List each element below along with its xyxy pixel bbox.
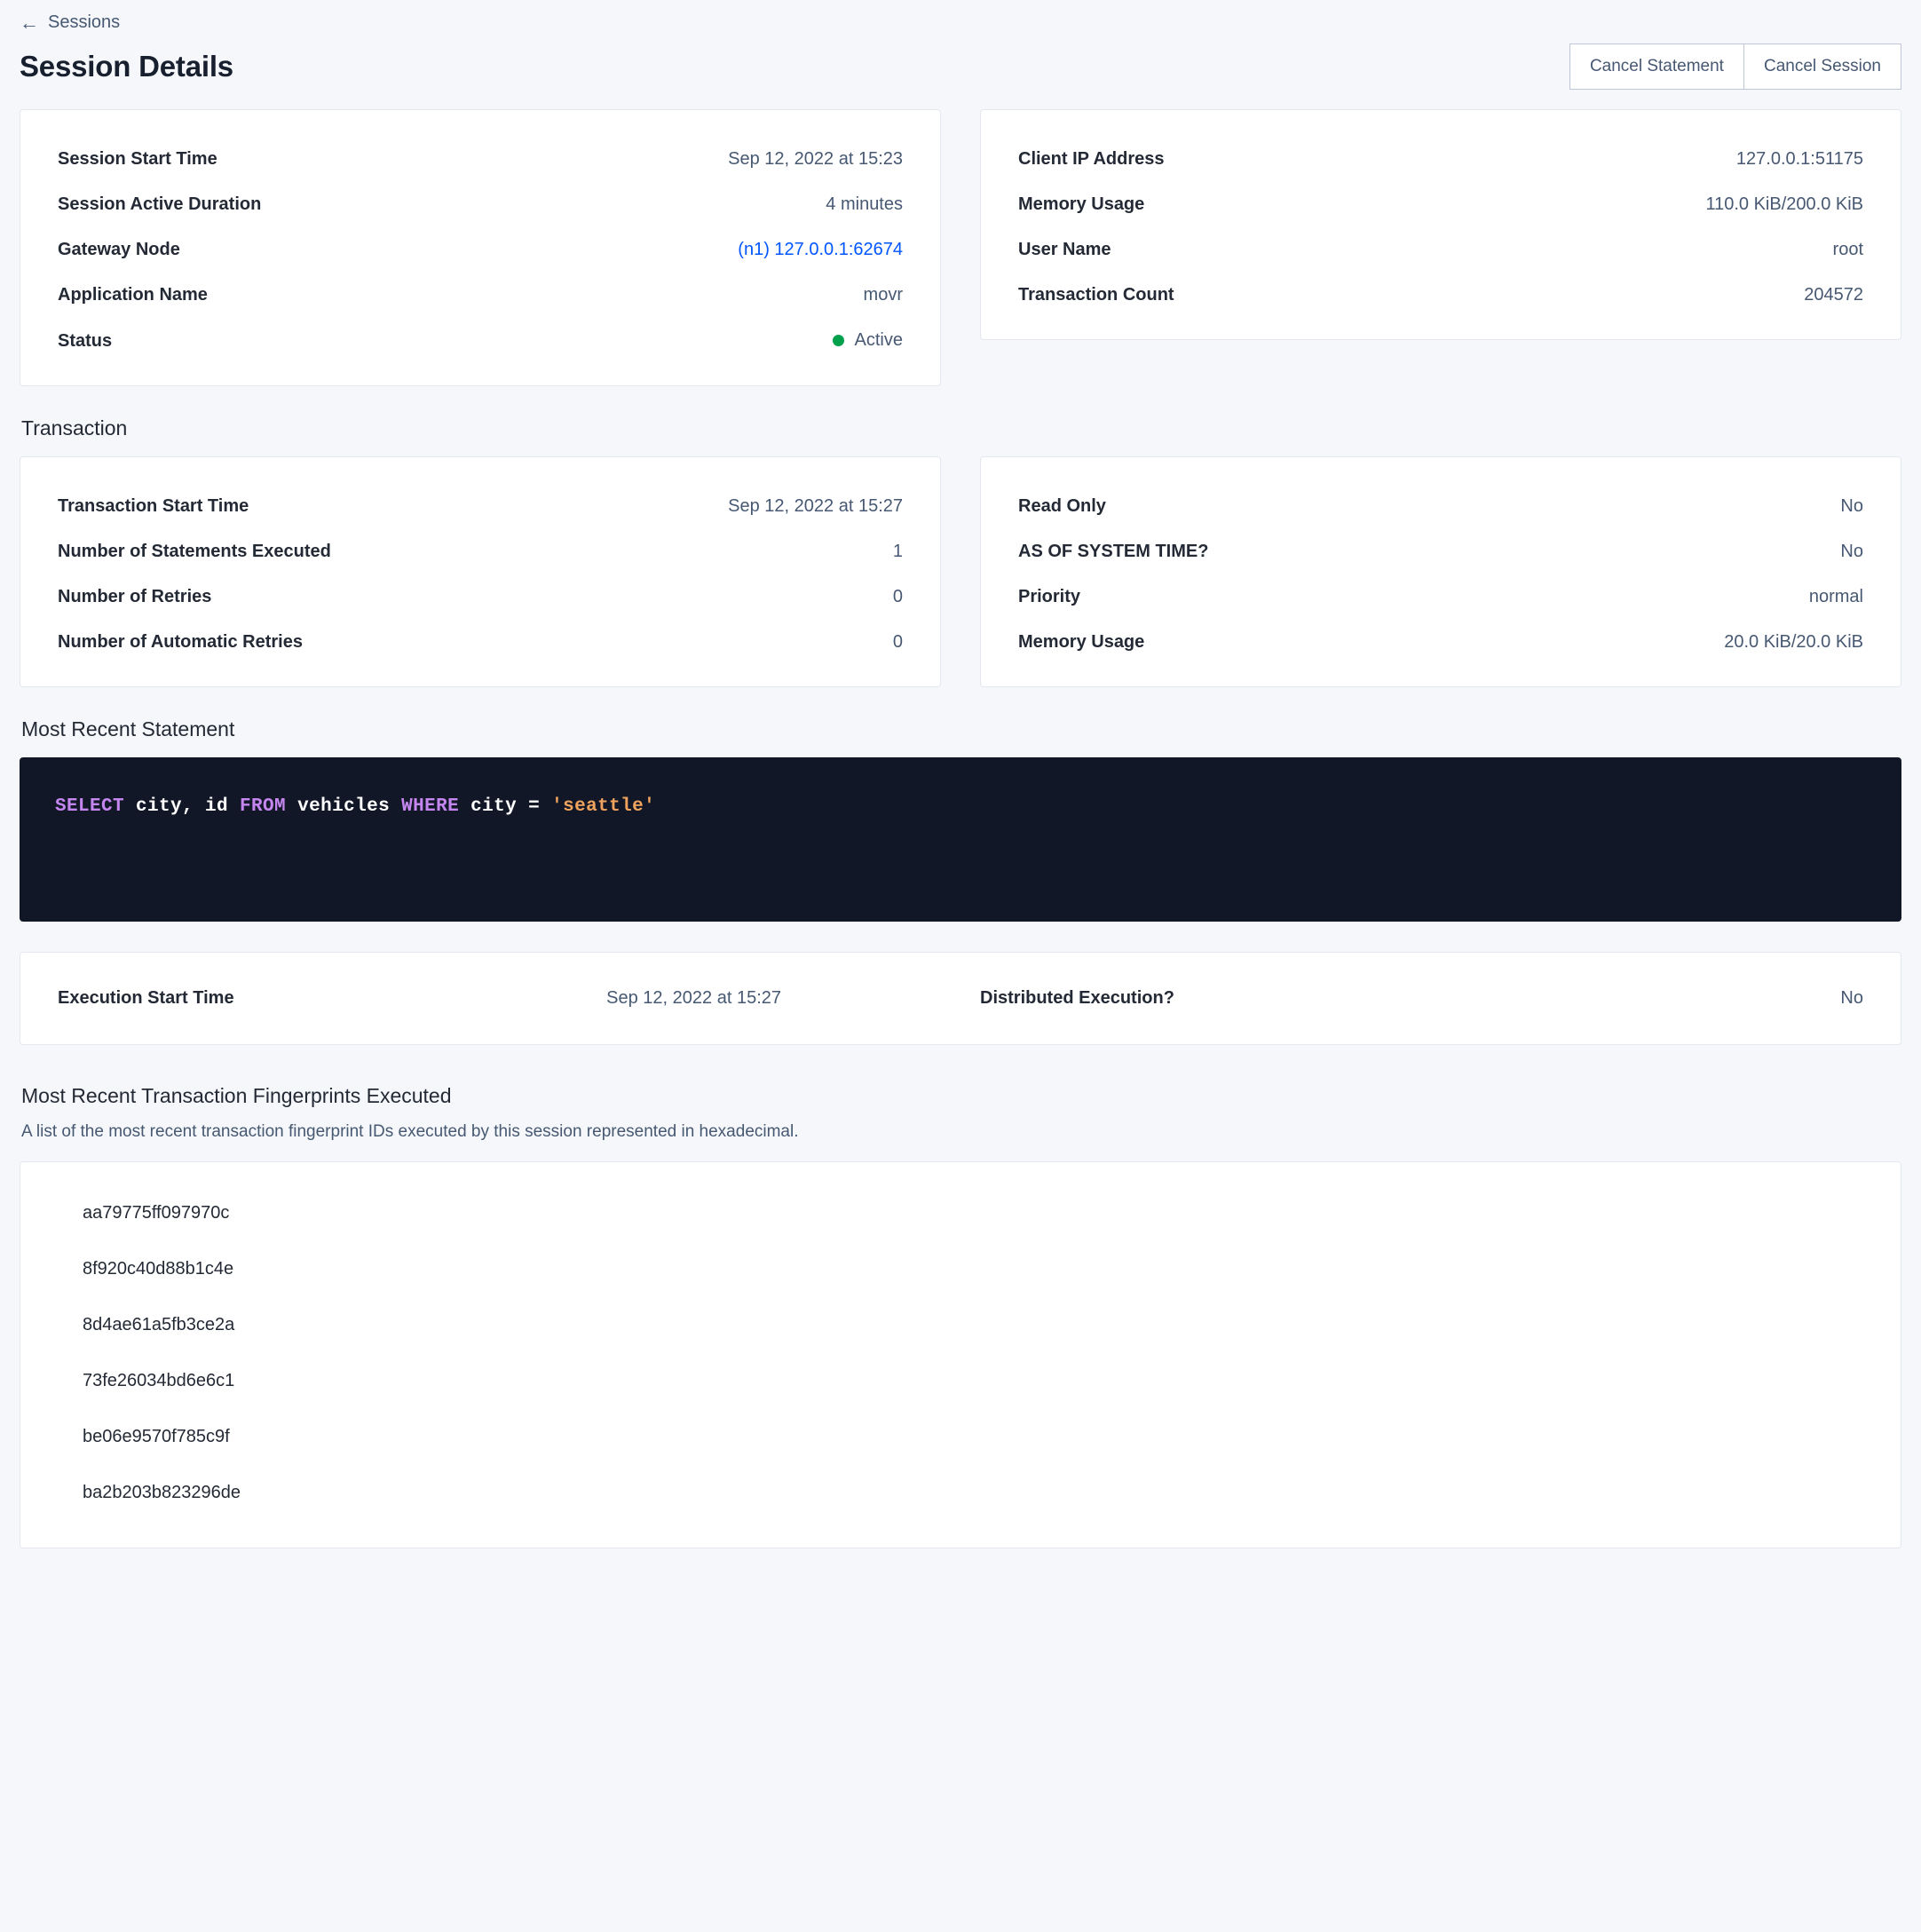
list-item[interactable]: aa79775ff097970c: [83, 1203, 230, 1223]
sql-statement-box: [20, 757, 1901, 922]
status-badge: [833, 330, 903, 351]
transaction-row-memory-usage: [1018, 625, 1863, 653]
row-value: root: [1832, 240, 1863, 259]
transaction-right-card: [980, 456, 1901, 687]
transaction-row-priority: [1018, 580, 1863, 625]
row-value: Sep 12, 2022 at 15:27: [728, 496, 903, 516]
row-label: Memory Usage: [1018, 632, 1145, 652]
session-summary-section: [20, 109, 1901, 386]
status-dot-icon: [833, 335, 844, 346]
fingerprints-section-title: Most Recent Transaction Fingerprints Executed: [21, 1084, 452, 1107]
transaction-section: [20, 456, 1901, 687]
row-value: 1: [892, 542, 903, 561]
sql-columns: city, id: [124, 796, 241, 817]
row-label: Transaction Count: [1018, 285, 1174, 305]
breadcrumb[interactable]: [20, 0, 1901, 38]
session-row-application-name: [58, 278, 903, 323]
row-value: No: [1840, 988, 1863, 1008]
transaction-section-title: Transaction: [21, 416, 128, 439]
row-value: No: [1840, 496, 1863, 516]
row-value: Sep 12, 2022 at 15:27: [606, 988, 781, 1008]
session-row-status: [58, 323, 903, 352]
row-label: Memory Usage: [1018, 194, 1145, 214]
session-row-user-name: [1018, 233, 1863, 278]
row-value: 0: [892, 587, 903, 606]
transaction-row-read-only: [1018, 489, 1863, 534]
transaction-row-automatic-retries: [58, 625, 903, 653]
status-label: Active: [854, 330, 903, 350]
sql-statement-text: [55, 796, 1866, 817]
session-row-client-ip: [1018, 142, 1863, 187]
sql-keyword-select: SELECT: [55, 796, 125, 817]
session-left-card: [20, 109, 941, 386]
sql-table: vehicles: [286, 796, 402, 817]
sql-predicate: city =: [459, 796, 552, 817]
row-label: Status: [58, 331, 113, 351]
statement-section-title: Most Recent Statement: [21, 717, 235, 740]
execution-card: [20, 952, 1901, 1045]
session-row-gateway-node: [58, 233, 903, 278]
row-label: Client IP Address: [1018, 149, 1165, 169]
row-value: 204572: [1804, 285, 1863, 305]
row-label: Transaction Start Time: [58, 496, 249, 516]
row-label: Application Name: [58, 285, 208, 305]
row-label: Number of Retries: [58, 587, 212, 606]
arrow-left-icon: ←: [20, 11, 39, 34]
sql-keyword-from: FROM: [240, 796, 287, 817]
cancel-statement-button[interactable]: Cancel Statement: [1569, 44, 1743, 90]
row-label: Number of Statements Executed: [58, 542, 331, 561]
breadcrumb-link-sessions[interactable]: Sessions: [48, 12, 121, 32]
header-actions: [1569, 44, 1901, 90]
row-value: Sep 12, 2022 at 15:23: [728, 149, 903, 169]
list-item[interactable]: 8d4ae61a5fb3ce2a: [83, 1315, 235, 1334]
row-label: Read Only: [1018, 496, 1106, 516]
list-item[interactable]: 73fe26034bd6e6c1: [83, 1371, 235, 1390]
session-right-card: [980, 109, 1901, 340]
transaction-row-retries: [58, 580, 903, 625]
row-value: 127.0.0.1:51175: [1735, 149, 1863, 169]
execution-row-distributed: [980, 988, 1863, 1009]
row-label: Execution Start Time: [58, 988, 234, 1008]
transaction-row-start-time: [58, 489, 903, 534]
row-label: Session Start Time: [58, 149, 217, 169]
row-label: User Name: [1018, 240, 1111, 259]
transaction-left-card: [20, 456, 941, 687]
transaction-row-statements-executed: [58, 534, 903, 580]
list-item[interactable]: 8f920c40d88b1c4e: [83, 1259, 234, 1279]
row-label: Priority: [1018, 587, 1081, 606]
gateway-node-link[interactable]: (n1) 127.0.0.1:62674: [738, 240, 903, 259]
row-value: 0: [892, 632, 903, 652]
row-label: AS OF SYSTEM TIME?: [1018, 542, 1209, 561]
page-header: [20, 38, 1901, 109]
execution-row-start-time: [58, 988, 941, 1009]
row-label: Number of Automatic Retries: [58, 632, 303, 652]
session-row-transaction-count: [1018, 278, 1863, 305]
row-value: movr: [863, 285, 903, 305]
fingerprints-list: [20, 1161, 1901, 1548]
fingerprints-description: A list of the most recent transaction fingerprint IDs executed by this session represented in hexadecimal.: [21, 1122, 799, 1141]
row-label: Distributed Execution?: [980, 988, 1174, 1008]
sql-keyword-where: WHERE: [401, 796, 460, 817]
row-value: 20.0 KiB/20.0 KiB: [1724, 632, 1863, 652]
cancel-session-button[interactable]: Cancel Session: [1743, 44, 1901, 90]
row-value: 4 minutes: [826, 194, 903, 214]
transaction-row-as-of-system-time: [1018, 534, 1863, 580]
row-label: Session Active Duration: [58, 194, 262, 214]
session-row-start-time: [58, 142, 903, 187]
list-item[interactable]: be06e9570f785c9f: [83, 1427, 230, 1446]
page-title: Session Details: [20, 50, 233, 83]
row-value: 110.0 KiB/200.0 KiB: [1705, 194, 1863, 214]
session-row-memory-usage: [1018, 187, 1863, 233]
row-value: No: [1840, 542, 1863, 561]
row-label: Gateway Node: [58, 240, 180, 259]
sql-string-literal: 'seattle': [551, 796, 656, 817]
session-row-active-duration: [58, 187, 903, 233]
row-value: normal: [1808, 587, 1863, 606]
list-item[interactable]: ba2b203b823296de: [83, 1483, 241, 1502]
